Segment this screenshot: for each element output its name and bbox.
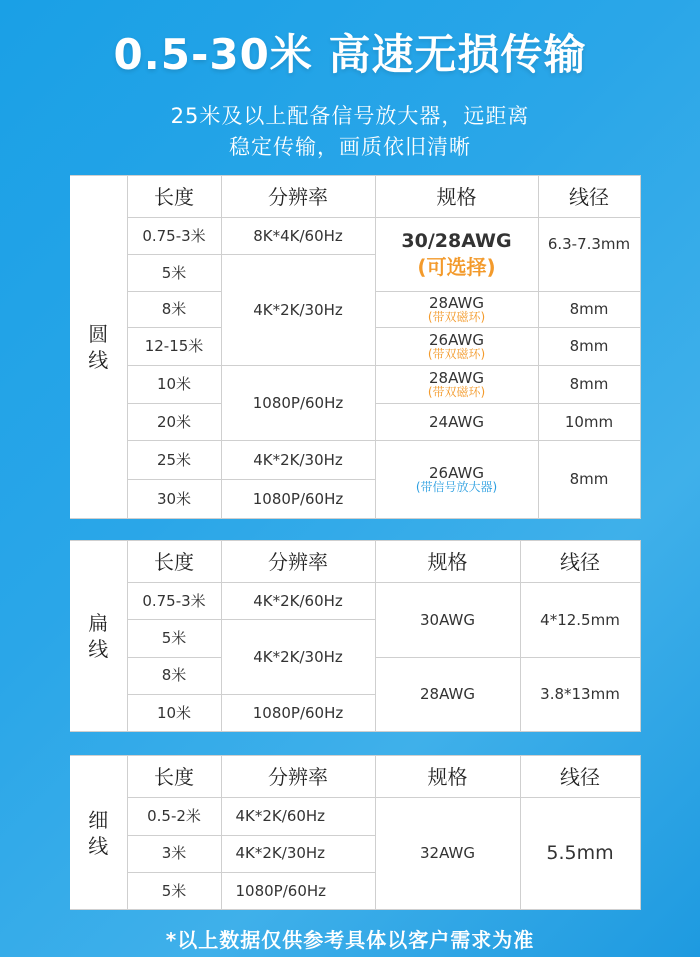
length-cell: 12-15米 bbox=[127, 328, 221, 366]
resolution-cell: 8K*4K/60Hz bbox=[221, 218, 375, 255]
length-cell: 10米 bbox=[127, 366, 221, 404]
disclaimer-footer: *以上数据仅供参考具体以客户需求为准 bbox=[165, 928, 535, 952]
subtitle-line-1: 25米及以上配备信号放大器，远距离 bbox=[170, 104, 530, 128]
cable-type-label: 圆 线 bbox=[70, 176, 127, 519]
length-cell: 30米 bbox=[127, 480, 221, 519]
diameter-cell: 8mm bbox=[538, 292, 640, 328]
resolution-cell: 4K*2K/30Hz bbox=[221, 835, 375, 872]
resolution-cell: 4K*2K/30Hz bbox=[221, 255, 375, 366]
resolution-cell: 1080P/60Hz bbox=[221, 366, 375, 441]
length-cell: 8米 bbox=[127, 292, 221, 328]
header-spec: 规格 bbox=[375, 176, 538, 218]
spec-cell: 28AWG bbox=[375, 657, 520, 731]
header-diameter: 线径 bbox=[538, 176, 640, 218]
header-length: 长度 bbox=[127, 541, 221, 583]
length-cell: 10米 bbox=[127, 694, 221, 731]
length-cell: 5米 bbox=[127, 872, 221, 909]
spec-cell: 32AWG bbox=[375, 798, 520, 910]
subtitle-line-2: 稳定传输，画质依旧清晰 bbox=[229, 135, 471, 159]
header-spec: 规格 bbox=[375, 756, 520, 798]
cable-type-label: 扁 线 bbox=[70, 541, 127, 732]
diameter-cell: 3.8*13mm bbox=[520, 657, 640, 731]
spec-cell: 26AWG (带双磁环) bbox=[375, 328, 538, 366]
length-cell: 25米 bbox=[127, 441, 221, 480]
spec-cell: 28AWG (带双磁环) bbox=[375, 292, 538, 328]
length-cell: 5米 bbox=[127, 620, 221, 657]
length-cell: 0.75-3米 bbox=[127, 583, 221, 620]
thin-cable-table bbox=[70, 755, 640, 910]
diameter-cell: 8mm bbox=[538, 328, 640, 366]
diameter-cell: 6.3-7.3mm bbox=[538, 218, 640, 292]
diameter-cell: 5.5mm bbox=[520, 798, 640, 910]
resolution-cell: 1080P/60Hz bbox=[221, 872, 375, 909]
flat-cable-table bbox=[70, 540, 640, 732]
diameter-cell: 4*12.5mm bbox=[520, 583, 640, 657]
diameter-cell: 10mm bbox=[538, 404, 640, 441]
spec-cell: 26AWG (带信号放大器) bbox=[375, 441, 538, 519]
length-cell: 20米 bbox=[127, 404, 221, 441]
header-diameter: 线径 bbox=[520, 756, 640, 798]
resolution-cell: 4K*2K/30Hz bbox=[221, 441, 375, 480]
header-diameter: 线径 bbox=[520, 541, 640, 583]
header-length: 长度 bbox=[127, 756, 221, 798]
header-resolution: 分辨率 bbox=[221, 541, 375, 583]
header-resolution: 分辨率 bbox=[221, 176, 375, 218]
length-cell: 3米 bbox=[127, 835, 221, 872]
header-resolution: 分辨率 bbox=[221, 756, 375, 798]
diameter-cell: 8mm bbox=[538, 441, 640, 519]
length-cell: 8米 bbox=[127, 657, 221, 694]
resolution-cell: 1080P/60Hz bbox=[221, 480, 375, 519]
spec-cell: 28AWG (带双磁环) bbox=[375, 366, 538, 404]
length-cell: 5米 bbox=[127, 255, 221, 292]
length-cell: 0.5-2米 bbox=[127, 798, 221, 835]
diameter-cell: 8mm bbox=[538, 366, 640, 404]
resolution-cell: 1080P/60Hz bbox=[221, 694, 375, 731]
cable-type-label: 细 线 bbox=[70, 756, 127, 910]
resolution-cell: 4K*2K/60Hz bbox=[221, 583, 375, 620]
header-spec: 规格 bbox=[375, 541, 520, 583]
spec-cell: 24AWG bbox=[375, 404, 538, 441]
resolution-cell: 4K*2K/30Hz bbox=[221, 620, 375, 694]
spec-cell: 30AWG bbox=[375, 583, 520, 657]
round-cable-table bbox=[70, 175, 640, 519]
header-length: 长度 bbox=[127, 176, 221, 218]
spec-cell: 30/28AWG (可选择) bbox=[375, 218, 538, 292]
page-title: 0.5-30米 高速无损传输 bbox=[113, 30, 587, 79]
resolution-cell: 4K*2K/60Hz bbox=[221, 798, 375, 835]
length-cell: 0.75-3米 bbox=[127, 218, 221, 255]
